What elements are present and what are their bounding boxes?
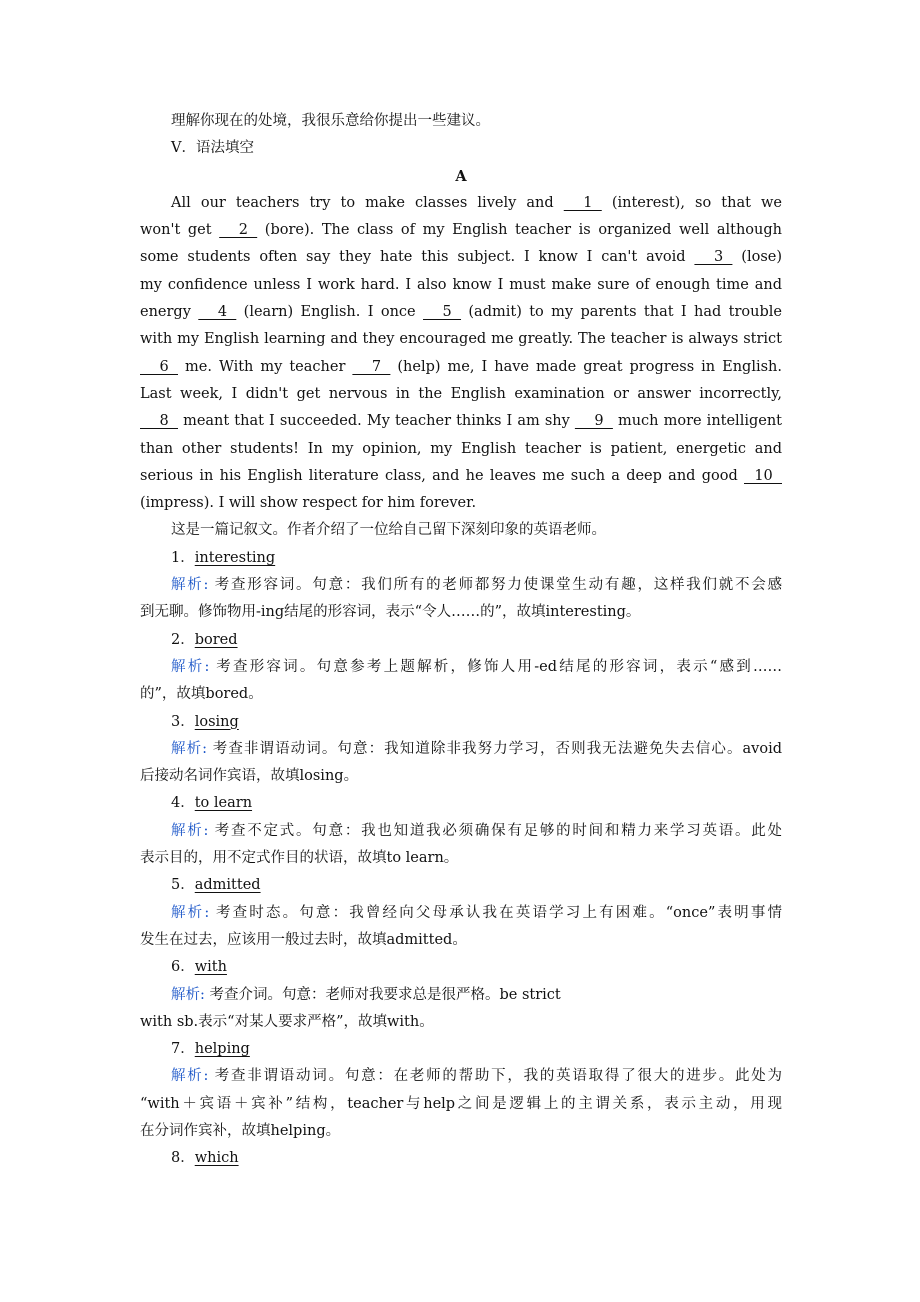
answer-text: losing	[194, 713, 239, 730]
answer-item	[140, 872, 782, 899]
passage-text: (interest), so that we	[601, 194, 782, 211]
analysis-text: 考查时态。句意：我曾经向父母承认我在英语学习上有困难。“once”表明事情	[209, 904, 782, 921]
answer-text: with	[194, 959, 227, 976]
analysis-line	[140, 654, 782, 681]
analysis-text: 考查介词。句意：老师对我要求总是很严格。be strict	[204, 986, 561, 1003]
passage-line	[140, 244, 782, 271]
analysis-text: 到无聊。修饰物用-ing结尾的形容词，表示“令人……的”，故填interesting。	[140, 604, 641, 621]
passage-text: (impress). I will show respect for him forever.	[140, 495, 477, 512]
analysis-label: 解析:	[171, 904, 210, 921]
blank-6: 6	[140, 358, 178, 375]
blank-8: 8	[140, 413, 178, 430]
passage-line	[140, 490, 782, 517]
analysis-text: 后接动名词作宾语，故填losing。	[140, 768, 359, 785]
blank-9: 9	[574, 413, 613, 430]
answer-text: helping	[194, 1041, 250, 1058]
passage-text: (learn) English. I once	[236, 304, 424, 321]
answer-number: 1．	[171, 549, 195, 566]
analysis-line	[140, 927, 782, 954]
passage-line	[140, 299, 782, 326]
answer-item	[140, 1036, 782, 1063]
analysis-label: 解析:	[171, 658, 210, 675]
answer-item	[140, 545, 782, 572]
answer-number: 8．	[171, 1150, 195, 1167]
passage-line	[140, 217, 782, 244]
passage-line	[140, 463, 782, 490]
answer-number: 2．	[171, 631, 195, 648]
document-page	[140, 108, 782, 1173]
blank-2: 2	[219, 222, 258, 239]
passage-line	[140, 354, 782, 381]
answer-item	[140, 790, 782, 817]
analysis-line	[140, 572, 782, 599]
analysis-line	[140, 1091, 782, 1118]
analysis-line	[140, 599, 782, 626]
blank-10: 10	[744, 467, 782, 484]
passage-text: (lose)	[732, 249, 782, 266]
analysis-line	[140, 1118, 782, 1145]
passage-text: Last week, I didn't get nervous in the English examination or answer incorrectly,	[140, 385, 782, 402]
analysis-text: 的”，故填bored。	[140, 686, 263, 703]
analysis-label: 解析:	[171, 986, 205, 1003]
answer-text: interesting	[194, 549, 276, 566]
answer-number: 6．	[171, 959, 195, 976]
blank-7: 7	[352, 358, 391, 375]
answer-item	[140, 1145, 782, 1172]
analysis-text: 发生在过去，应该用一般过去时，故填admitted。	[140, 931, 467, 948]
analysis-line	[140, 681, 782, 708]
answer-number: 7．	[171, 1041, 195, 1058]
analysis-text: 考查形容词。句意参考上题解析，修饰人用-ed结尾的形容词，表示“感到……	[209, 658, 782, 675]
analysis-label: 解析:	[171, 822, 209, 839]
answer-text: bored	[194, 631, 238, 648]
analysis-text: with sb.表示“对某人要求严格”，故填with。	[140, 1013, 434, 1030]
passage	[140, 190, 782, 518]
analysis-line	[140, 982, 782, 1009]
analysis-line	[140, 818, 782, 845]
analysis-line	[140, 1009, 782, 1036]
passage-text: All our teachers try to make classes lively and	[171, 194, 564, 211]
answer-text: admitted	[194, 877, 261, 894]
section-title: V．语法填空	[171, 140, 254, 157]
passage-line	[140, 272, 782, 299]
answer-text: which	[194, 1150, 239, 1167]
analysis-label: 解析:	[171, 1068, 209, 1085]
passage-text: with my English learning and they encouraged me greatly. The teacher is always strict	[140, 331, 782, 348]
analysis-line	[140, 736, 782, 763]
passage-text: serious in his English literature class, and he leaves me such a deep and good	[140, 467, 744, 484]
passage-text: (admit) to my parents that I had trouble	[461, 304, 782, 321]
passage-text: (help) me, I have made great progress in English.	[390, 358, 782, 375]
passage-line	[140, 436, 782, 463]
passage-line	[140, 408, 782, 435]
passage-text: my confidence unless I work hard. I also know I must make sure of enough time and	[140, 276, 782, 293]
answer-item	[140, 954, 782, 981]
blank-1: 1	[563, 194, 602, 211]
passage-text: much more intelligent	[612, 413, 783, 430]
answer-number: 3．	[171, 713, 195, 730]
passage-text: some students often say they hate this subject. I know I can't avoid	[140, 249, 695, 266]
passage-summary: 这是一篇记叙文。作者介绍了一位给自己留下深刻印象的英语老师。	[171, 522, 606, 539]
blank-5: 5	[423, 304, 462, 321]
analysis-line	[140, 1063, 782, 1090]
analysis-line	[140, 900, 782, 927]
passage-text: me. With my teacher	[178, 358, 353, 375]
analysis-text: 考查不定式。句意：我也知道我必须确保有足够的时间和精力来学习英语。此处	[208, 822, 782, 839]
passage-text: won't get	[140, 222, 220, 239]
answer-text: to learn	[194, 795, 253, 812]
passage-line	[140, 381, 782, 408]
analysis-text: 表示目的，用不定式作目的状语，故填to learn。	[140, 850, 459, 867]
analysis-text: “with＋宾语＋宾补”结构，teacher与help之间是逻辑上的主谓关系，表示主动，用现	[140, 1095, 782, 1112]
passage-line	[140, 326, 782, 353]
analysis-text: 考查非谓语动词。句意：我知道除非我努力学习，否则我无法避免失去信心。avoid	[207, 740, 783, 757]
analysis-text: 在分词作宾补，故填helping。	[140, 1122, 341, 1139]
blank-3: 3	[694, 249, 733, 266]
passage-text: energy	[140, 304, 199, 321]
answer-number: 4．	[171, 795, 195, 812]
passage-text: (bore). The class of my English teacher is organized well although	[257, 222, 782, 239]
passage-text: than other students! In my opinion, my English teacher is patient, energetic and	[140, 440, 782, 457]
passage-text: meant that I succeeded. My teacher thinks I am shy	[178, 413, 575, 430]
passage-line	[140, 190, 782, 217]
answer-item	[140, 709, 782, 736]
analysis-text: 考查形容词。句意：我们所有的老师都努力使课堂生动有趣，这样我们就不会感	[208, 577, 782, 594]
passage-label: A	[455, 167, 467, 185]
analysis-text: 考查非谓语动词。句意：在老师的帮助下，我的英语取得了很大的进步。此处为	[208, 1068, 782, 1085]
analysis-label: 解析:	[171, 577, 209, 594]
answer-item	[140, 627, 782, 654]
answer-list	[140, 545, 782, 1173]
blank-4: 4	[198, 304, 237, 321]
analysis-line	[140, 845, 782, 872]
answer-number: 5．	[171, 877, 195, 894]
analysis-line	[140, 763, 782, 790]
intro-tail: 理解你现在的处境，我很乐意给你提出一些建议。	[171, 113, 490, 129]
analysis-label: 解析:	[171, 740, 208, 757]
